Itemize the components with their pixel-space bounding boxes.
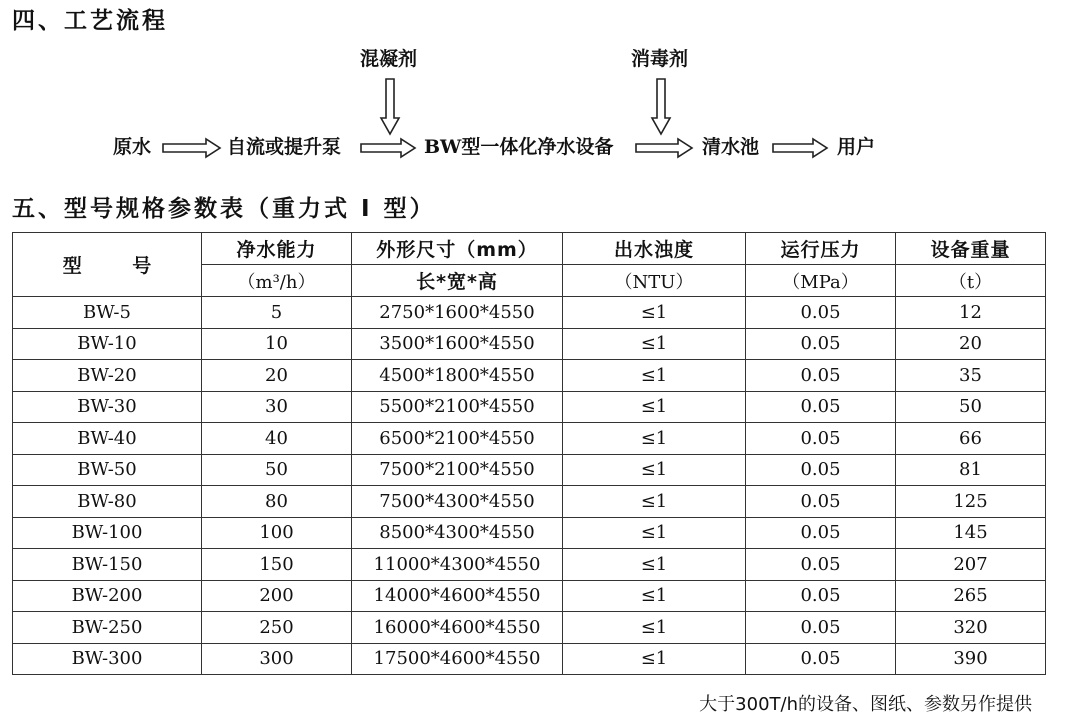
cell-size: 5500*2100*4550 — [352, 391, 563, 423]
cell-model: BW-100 — [13, 517, 202, 549]
cell-pressure: 0.05 — [746, 486, 896, 518]
table-row — [13, 612, 1046, 644]
cell-weight: 66 — [896, 423, 1046, 455]
header-weight-unit: （t） — [896, 265, 1046, 297]
cell-turbidity: ≤1 — [563, 297, 746, 329]
cell-weight: 265 — [896, 580, 1046, 612]
cell-pressure: 0.05 — [746, 360, 896, 392]
cell-capacity: 80 — [202, 486, 352, 518]
cell-model: BW-250 — [13, 612, 202, 644]
cell-pressure: 0.05 — [746, 391, 896, 423]
cell-capacity: 20 — [202, 360, 352, 392]
cell-pressure: 0.05 — [746, 612, 896, 644]
cell-size: 14000*4600*4550 — [352, 580, 563, 612]
table-row — [13, 486, 1046, 518]
header-turbidity: 出水浊度 — [563, 233, 746, 265]
cell-turbidity: ≤1 — [563, 643, 746, 675]
table-header-row — [13, 233, 1046, 265]
cell-pressure: 0.05 — [746, 454, 896, 486]
table-row — [13, 580, 1046, 612]
cell-turbidity: ≤1 — [563, 454, 746, 486]
cell-weight: 320 — [896, 612, 1046, 644]
cell-turbidity: ≤1 — [563, 423, 746, 455]
cell-size: 17500*4600*4550 — [352, 643, 563, 675]
footnote: 大于300T/h的设备、图纸、参数另作提供 — [699, 694, 1032, 715]
cell-turbidity: ≤1 — [563, 391, 746, 423]
cell-size: 3500*1600*4550 — [352, 328, 563, 360]
header-pressure: 运行压力 — [746, 233, 896, 265]
cell-pressure: 0.05 — [746, 549, 896, 581]
table-row — [13, 328, 1046, 360]
table-row — [13, 391, 1046, 423]
header-weight: 设备重量 — [896, 233, 1046, 265]
table-row — [13, 643, 1046, 675]
cell-pressure: 0.05 — [746, 423, 896, 455]
cell-turbidity: ≤1 — [563, 580, 746, 612]
table-row — [13, 517, 1046, 549]
section-4-title: 四、工艺流程 — [12, 8, 168, 34]
cell-weight: 20 — [896, 328, 1046, 360]
header-pressure-unit: （MPa） — [746, 265, 896, 297]
cell-pressure: 0.05 — [746, 643, 896, 675]
cell-pressure: 0.05 — [746, 580, 896, 612]
flow-arrows — [0, 0, 1072, 190]
cell-model: BW-20 — [13, 360, 202, 392]
cell-capacity: 200 — [202, 580, 352, 612]
cell-size: 4500*1800*4550 — [352, 360, 563, 392]
flow-arrow-down-icon — [652, 79, 670, 134]
table-row — [13, 549, 1046, 581]
cell-weight: 81 — [896, 454, 1046, 486]
cell-size: 16000*4600*4550 — [352, 612, 563, 644]
flow-step-user: 用户 — [837, 136, 876, 158]
cell-weight: 12 — [896, 297, 1046, 329]
cell-size: 7500*2100*4550 — [352, 454, 563, 486]
cell-capacity: 30 — [202, 391, 352, 423]
section-5-title: 五、型号规格参数表（重力式 I 型） — [12, 196, 436, 222]
cell-model: BW-50 — [13, 454, 202, 486]
cell-size: 11000*4300*4550 — [352, 549, 563, 581]
header-turbidity-unit: （NTU） — [563, 265, 746, 297]
cell-turbidity: ≤1 — [563, 517, 746, 549]
cell-size: 8500*4300*4550 — [352, 517, 563, 549]
cell-pressure: 0.05 — [746, 328, 896, 360]
header-capacity: 净水能力 — [202, 233, 352, 265]
flow-arrow-right-icon — [361, 139, 415, 157]
flow-arrow-right-icon — [636, 139, 692, 157]
cell-pressure: 0.05 — [746, 517, 896, 549]
flow-step-pump: 自流或提升泵 — [227, 136, 342, 158]
flow-arrow-down-icon — [381, 79, 399, 134]
cell-turbidity: ≤1 — [563, 612, 746, 644]
header-size-sub: 长*宽*高 — [352, 265, 563, 297]
cell-model: BW-40 — [13, 423, 202, 455]
cell-weight: 125 — [896, 486, 1046, 518]
additive-coagulant-label: 混凝剂 — [360, 48, 418, 70]
cell-weight: 390 — [896, 643, 1046, 675]
cell-model: BW-10 — [13, 328, 202, 360]
cell-turbidity: ≤1 — [563, 486, 746, 518]
table-row — [13, 360, 1046, 392]
flow-arrow-right-icon — [163, 139, 220, 157]
cell-capacity: 300 — [202, 643, 352, 675]
cell-weight: 50 — [896, 391, 1046, 423]
cell-model: BW-200 — [13, 580, 202, 612]
cell-model: BW-300 — [13, 643, 202, 675]
cell-capacity: 250 — [202, 612, 352, 644]
cell-turbidity: ≤1 — [563, 549, 746, 581]
cell-size: 7500*4300*4550 — [352, 486, 563, 518]
flow-step-equipment: BW型一体化净水设备 — [424, 136, 614, 158]
cell-size: 2750*1600*4550 — [352, 297, 563, 329]
cell-capacity: 40 — [202, 423, 352, 455]
cell-weight: 145 — [896, 517, 1046, 549]
header-model: 型 号 — [13, 233, 202, 297]
cell-capacity: 10 — [202, 328, 352, 360]
additive-disinfectant-label: 消毒剂 — [631, 48, 689, 70]
cell-turbidity: ≤1 — [563, 328, 746, 360]
cell-model: BW-80 — [13, 486, 202, 518]
cell-weight: 35 — [896, 360, 1046, 392]
table-row — [13, 297, 1046, 329]
cell-pressure: 0.05 — [746, 297, 896, 329]
cell-capacity: 150 — [202, 549, 352, 581]
cell-model: BW-30 — [13, 391, 202, 423]
cell-capacity: 100 — [202, 517, 352, 549]
flow-arrow-right-icon — [773, 139, 827, 157]
flow-step-raw-water: 原水 — [113, 136, 152, 158]
table-row — [13, 454, 1046, 486]
cell-model: BW-5 — [13, 297, 202, 329]
cell-model: BW-150 — [13, 549, 202, 581]
table-row — [13, 423, 1046, 455]
header-size: 外形尺寸（mm） — [352, 233, 563, 265]
flow-step-clear-water-tank: 清水池 — [702, 136, 760, 158]
cell-capacity: 50 — [202, 454, 352, 486]
cell-size: 6500*2100*4550 — [352, 423, 563, 455]
cell-capacity: 5 — [202, 297, 352, 329]
spec-table — [12, 232, 1046, 675]
header-capacity-unit: （m³/h） — [202, 265, 352, 297]
cell-turbidity: ≤1 — [563, 360, 746, 392]
cell-weight: 207 — [896, 549, 1046, 581]
